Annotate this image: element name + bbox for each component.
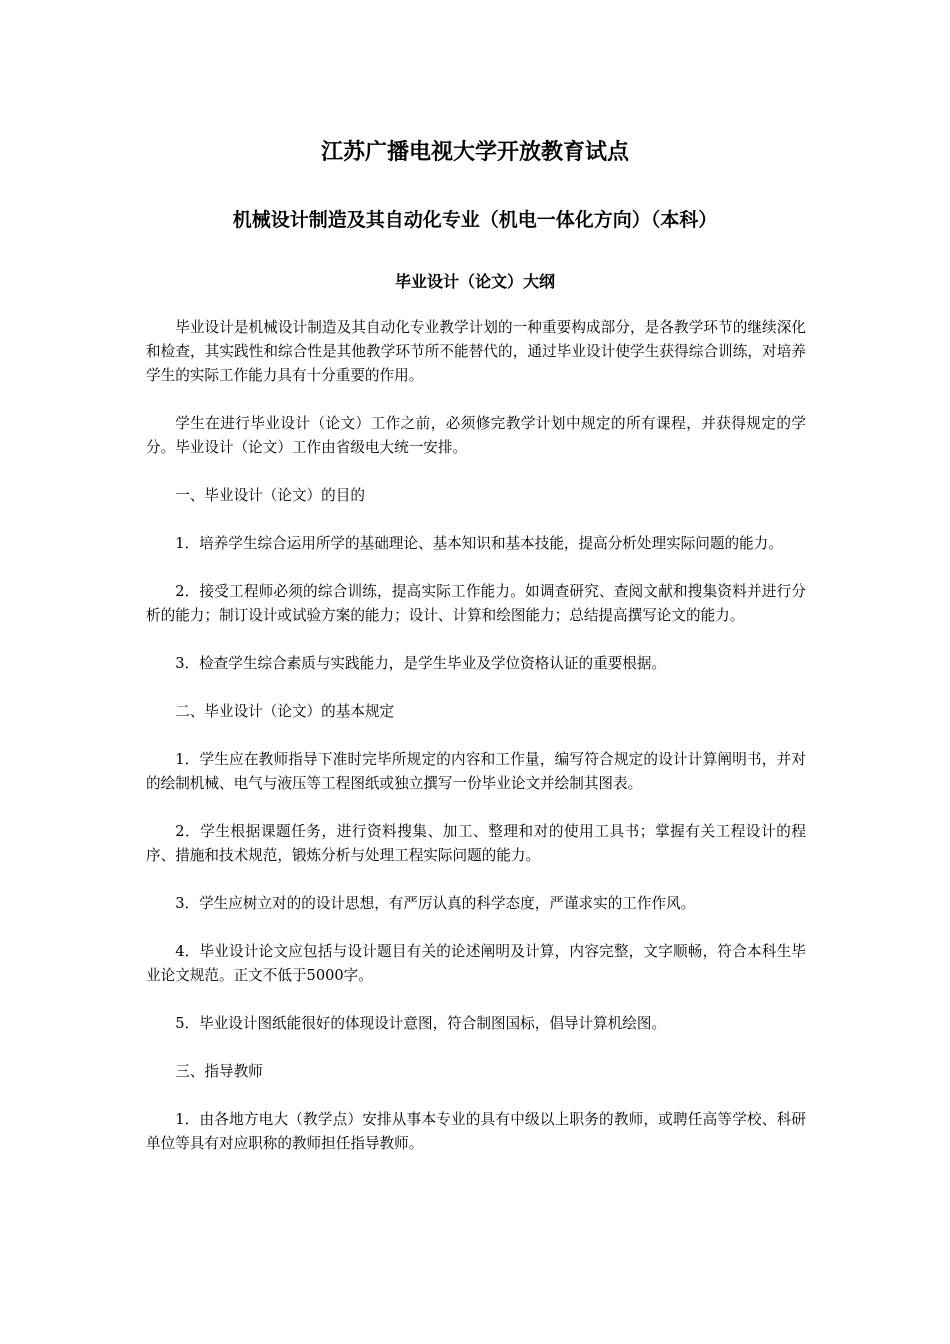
list-item: 3．学生应树立对的的设计思想，有严厉认真的科学态度，严谨求实的工作作风。 bbox=[175, 895, 696, 912]
document-heading: 毕业设计（论文）大纲 bbox=[394, 272, 555, 291]
section-heading-advisors: 三、指导教师 bbox=[175, 1063, 263, 1080]
list-item: 1．学生应在教师指导下准时完毕所规定的内容和工作量，编写符合规定的设计计算阐明书，并对的绘制机械、电气与液压等工程图纸或独立撰写一份毕业论文并绘制其图表。 bbox=[146, 751, 806, 792]
list-item: 2．接受工程师必须的综合训练，提高实际工作能力。如调查研究、查阅文献和搜集资料并进行分析的能力；制订设计或试验方案的能力；设计、计算和绘图能力；总结提高撰写论文的能力。 bbox=[146, 583, 806, 624]
list-item: 4．毕业设计论文应包括与设计题目有关的论述阐明及计算，内容完整，文字顺畅，符合本科生毕业论文规范。正文不低于5000字。 bbox=[146, 943, 806, 984]
document-subtitle: 机械设计制造及其自动化专业（机电一体化方向）（本科） bbox=[232, 209, 718, 231]
section-heading-requirements: 二、毕业设计（论文）的基本规定 bbox=[175, 703, 395, 720]
list-item: 3．检查学生综合素质与实践能力，是学生毕业及学位资格认证的重要根据。 bbox=[175, 655, 667, 672]
list-item: 5．毕业设计图纸能很好的体现设计意图，符合制图国标，倡导计算机绘图。 bbox=[175, 1015, 667, 1032]
intro-paragraph: 毕业设计是机械设计制造及其自动化专业教学计划的一种重要构成部分，是各教学环节的继续深化和检查，其实践性和综合性是其他教学环节所不能替代的，通过毕业设计使学生获得综合训练，对培养学生的实际工作能力具有十分重要的作用。 bbox=[146, 319, 806, 384]
list-item: 1．培养学生综合运用所学的基础理论、基本知识和基本技能，提高分析处理实际问题的能力。 bbox=[175, 535, 783, 552]
list-item: 1．由各地方电大（教学点）安排从事本专业的具有中级以上职务的教师，或聘任高等学校、科研单位等具有对应职称的教师担任指导教师。 bbox=[146, 1111, 806, 1152]
section-heading-purpose: 一、毕业设计（论文）的目的 bbox=[175, 487, 365, 504]
document-body bbox=[146, 316, 806, 1180]
list-item: 2．学生根据课题任务，进行资料搜集、加工、整理和对的使用工具书；掌握有关工程设计的程序、措施和技术规范，锻炼分析与处理工程实际问题的能力。 bbox=[146, 823, 806, 864]
document-title: 江苏广播电视大学开放教育试点 bbox=[320, 140, 629, 165]
prerequisite-paragraph: 学生在进行毕业设计（论文）工作之前，必须修完教学计划中规定的所有课程，并获得规定的学分。毕业设计（论文）工作由省级电大统一安排。 bbox=[146, 415, 806, 456]
